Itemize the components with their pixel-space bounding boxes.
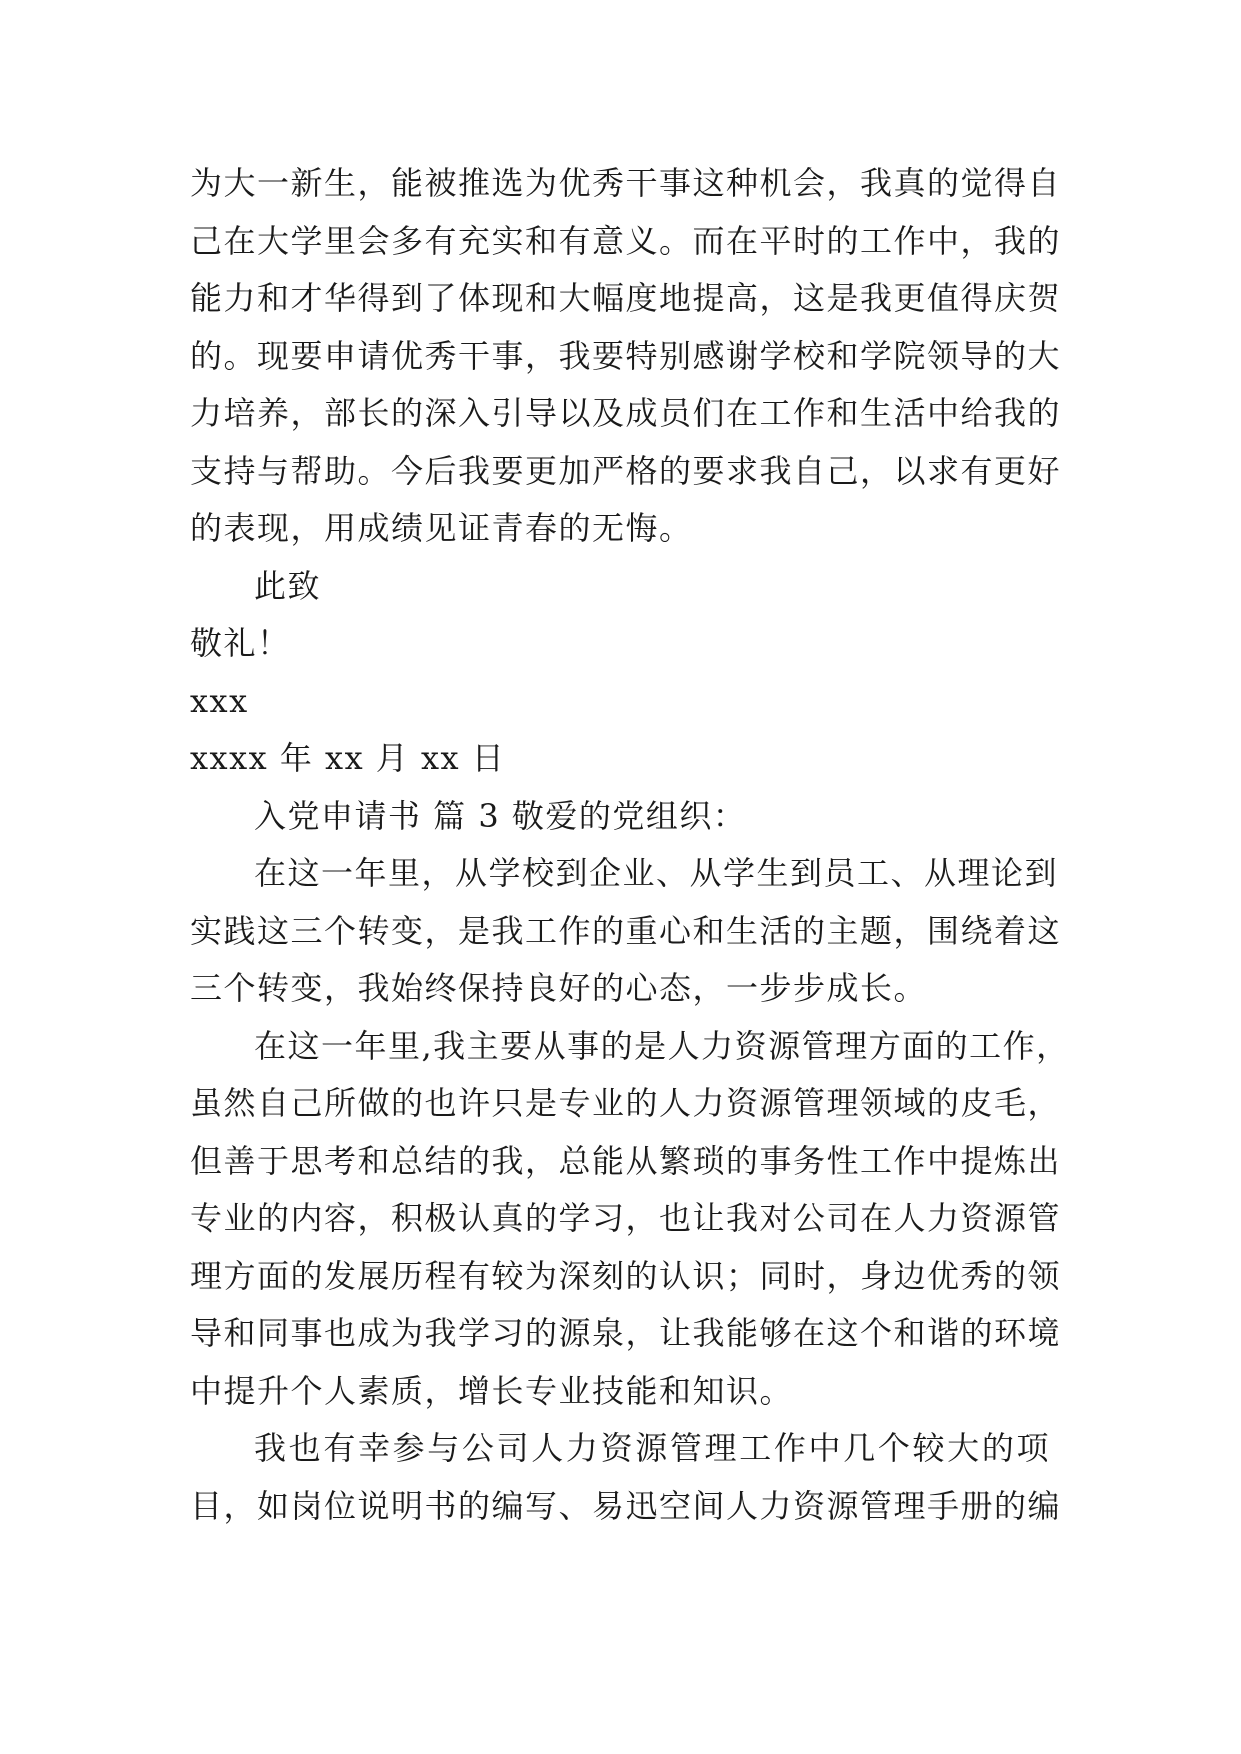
text-line: 我也有幸参与公司人力资源管理工作中几个较大的项 (254, 1429, 1050, 1467)
document-body (190, 155, 1070, 1535)
text-line: 虽然自己所做的也许只是专业的人力资源管理领域的皮毛， (190, 1084, 1062, 1122)
text-line: 为大一新生，能被推选为优秀干事这种机会，我真的觉得自 (190, 164, 1062, 202)
signature-date: xxxx 年 xx 月 xx 日 (190, 739, 506, 777)
text-line: 支持与帮助。今后我要更加严格的要求我自己，以求有更好 (190, 451, 1062, 490)
text-line: 目，如岗位说明书的编写、易迅空间人力资源管理手册的编 (190, 1486, 1062, 1525)
text-line: 三个转变，我始终保持良好的心态，一步步成长。 (190, 969, 928, 1007)
text-line: 力培养，部长的深入引导以及成员们在工作和生活中给我的 (190, 394, 1062, 432)
text-line: 实践这三个转变，是我工作的重心和生活的主题，围绕着这 (190, 911, 1062, 950)
text-line: 中提升个人素质，增长专业技能和知识。 (190, 1371, 794, 1410)
text-line: 专业的内容，积极认真的学习，也让我对公司在人力资源管 (190, 1199, 1062, 1237)
text-line: 但善于思考和总结的我，总能从繁琐的事务性工作中提炼出 (190, 1141, 1062, 1180)
closing-regards: 敬礼！ (190, 624, 291, 662)
text-line: 的。现要申请优秀干事，我要特别感谢学校和学院领导的大 (190, 336, 1062, 375)
text-line: 己在大学里会多有充实和有意义。而在平时的工作中，我的 (190, 221, 1062, 260)
text-line: 导和同事也成为我学习的源泉，让我能够在这个和谐的环境 (190, 1314, 1062, 1352)
signature-name: xxx (190, 681, 249, 720)
text-line: 的表现，用成绩见证青春的无悔。 (190, 509, 693, 547)
text-line: 在这一年里,我主要从事的是人力资源管理方面的工作， (254, 1026, 1070, 1065)
text-line: 理方面的发展历程有较为深刻的认识；同时，身边优秀的领 (190, 1256, 1062, 1295)
text-line: 能力和才华得到了体现和大幅度地提高，这是我更值得庆贺 (190, 279, 1062, 317)
closing-salutation: 此致 (254, 566, 322, 605)
section-heading: 入党申请书 篇 3 敬爱的党组织： (254, 796, 747, 835)
text-line: 在这一年里，从学校到企业、从学生到员工、从理论到 (254, 854, 1059, 892)
